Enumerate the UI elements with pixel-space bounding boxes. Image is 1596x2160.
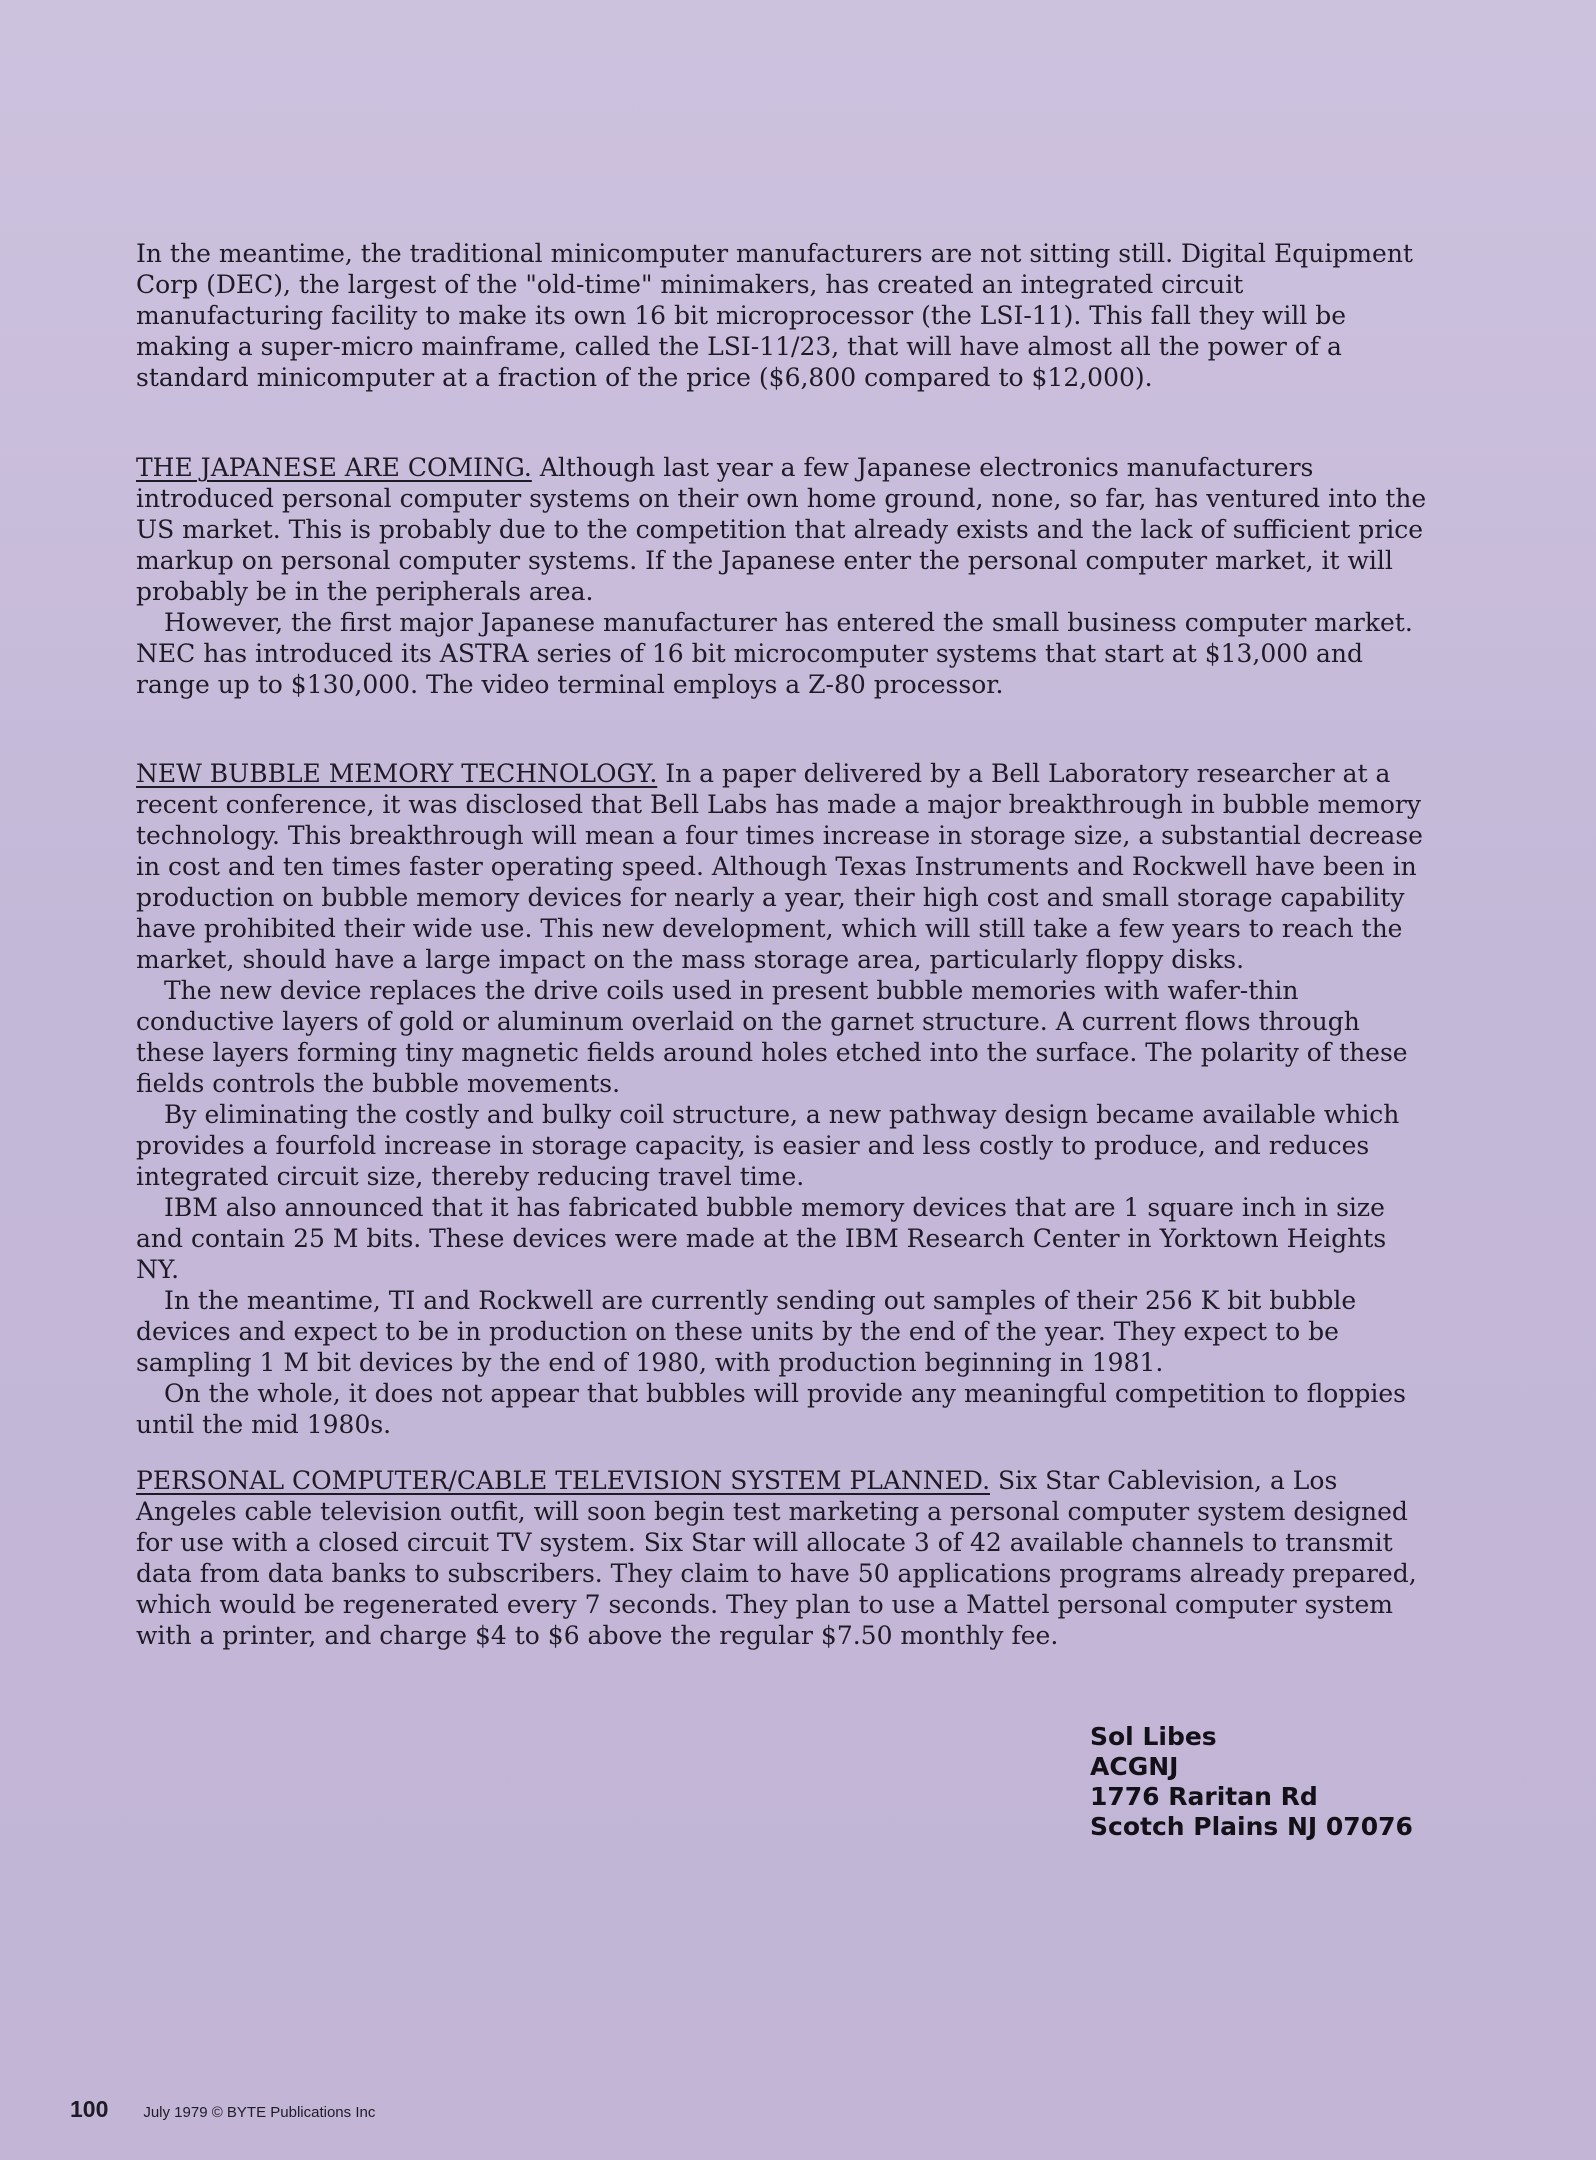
bubble-paragraph-1	[136, 758, 1428, 975]
japanese-paragraph-2: However, the first major Japanese manufacturer has entered the small business computer market. NEC has introduced its ASTRA series of 16 bit microcomputer systems that start at $13,000 and range up to $130,000. The video terminal employs a Z-80 processor.	[136, 608, 1413, 699]
japanese-paragraph-1-text: Although last year a few Japanese electronics manufacturers introduced personal computer systems on their own home ground, none, so far, has ventured into the US market. This is probably due to the competition that already exists and the lack of sufficient price markup on personal computer systems. If the Japanese enter the personal computer market, it will probably be in the peripherals area.	[136, 453, 1427, 606]
author-city: Scotch Plains NJ 07076	[1090, 1812, 1413, 1841]
page-number: 100	[70, 2096, 109, 2122]
bubble-paragraph-3: By eliminating the costly and bulky coil structure, a new pathway design became available which provides a fourfold increase in storage capacity, is easier and less costly to produce, and reduces integrated circuit size, thereby reducing travel time.	[136, 1100, 1400, 1191]
bubble-paragraph-6: On the whole, it does not appear that bubbles will provide any meaningful competition to floppies until the mid 1980s.	[136, 1379, 1406, 1439]
intro-paragraph: In the meantime, the traditional minicomputer manufacturers are not sitting still. Digital Equipment Corp (DEC), the largest of the "old-time" minimakers, has created an integrated circuit manufacturing facility to make its own 16 bit microprocessor (the LSI-11). This fall they will be making a super-micro mainframe, called the LSI-11/23, that will have almost all the power of a standard minicomputer at a fraction of the price ($6,800 compared to $12,000).	[136, 239, 1413, 392]
bubble-heading: NEW BUBBLE MEMORY TECHNOLOGY.	[136, 759, 658, 788]
author-organization: ACGNJ	[1090, 1752, 1179, 1781]
cable-section	[136, 1465, 1428, 1651]
footer-credit: July 1979 © BYTE Publications Inc	[143, 2104, 376, 2121]
author-street: 1776 Raritan Rd	[1090, 1782, 1318, 1811]
cable-heading: PERSONAL COMPUTER/CABLE TELEVISION SYSTEM PLANNED.	[136, 1466, 991, 1495]
page-footer	[70, 2094, 375, 2128]
bubble-paragraph-4: IBM also announced that it has fabricated bubble memory devices that are 1 square inch in size and contain 25 M bits. These devices were made at the IBM Research Center in Yorktown Heights NY.	[136, 1193, 1387, 1284]
bubble-section	[136, 758, 1428, 1440]
bubble-paragraph-2: The new device replaces the drive coils used in present bubble memories with wafer-thin conductive layers of gold or aluminum overlaid on the garnet structure. A current flows through these layers forming tiny magnetic fields around holes etched into the surface. The polarity of these fields controls the bubble movements.	[136, 976, 1408, 1098]
japanese-paragraph-1	[136, 452, 1428, 607]
japanese-section	[136, 452, 1428, 700]
cable-paragraph-1-text: Six Star Cablevision, a Los Angeles cable television outfit, will soon begin test marketing a personal computer system designed for use with a closed circuit TV system. Six Star will allocate 3 of 42 available channels to transmit data from data banks to subscribers. They claim to have 50 applications programs already prepared, which would be regenerated every 7 seconds. They plan to use a Mattel personal computer system with a printer, and charge $4 to $6 above the regular $7.50 monthly fee.	[136, 1466, 1417, 1650]
bubble-paragraph-1-text: In a paper delivered by a Bell Laboratory researcher at a recent conference, it was disclosed that Bell Labs has made a major breakthrough in bubble memory technology. This breakthrough will mean a four times increase in storage size, a substantial decrease in cost and ten times faster operating speed. Although Texas Instruments and Rockwell have been in production on bubble memory devices for nearly a year, their high cost and small storage capability have prohibited their wide use. This new development, which will still take a few years to reach the market, should have a large impact on the mass storage area, particularly floppy disks.	[136, 759, 1423, 974]
cable-paragraph-1	[136, 1465, 1428, 1651]
author-signature	[1090, 1722, 1413, 1842]
japanese-heading: THE JAPANESE ARE COMING.	[136, 453, 532, 482]
bubble-paragraph-5: In the meantime, TI and Rockwell are currently sending out samples of their 256 K bit bubble devices and expect to be in production on these units by the end of the year. They expect to be sampling 1 M bit devices by the end of 1980, with production beginning in 1981.	[136, 1286, 1357, 1377]
intro-section	[136, 238, 1428, 393]
author-name: Sol Libes	[1090, 1722, 1217, 1751]
